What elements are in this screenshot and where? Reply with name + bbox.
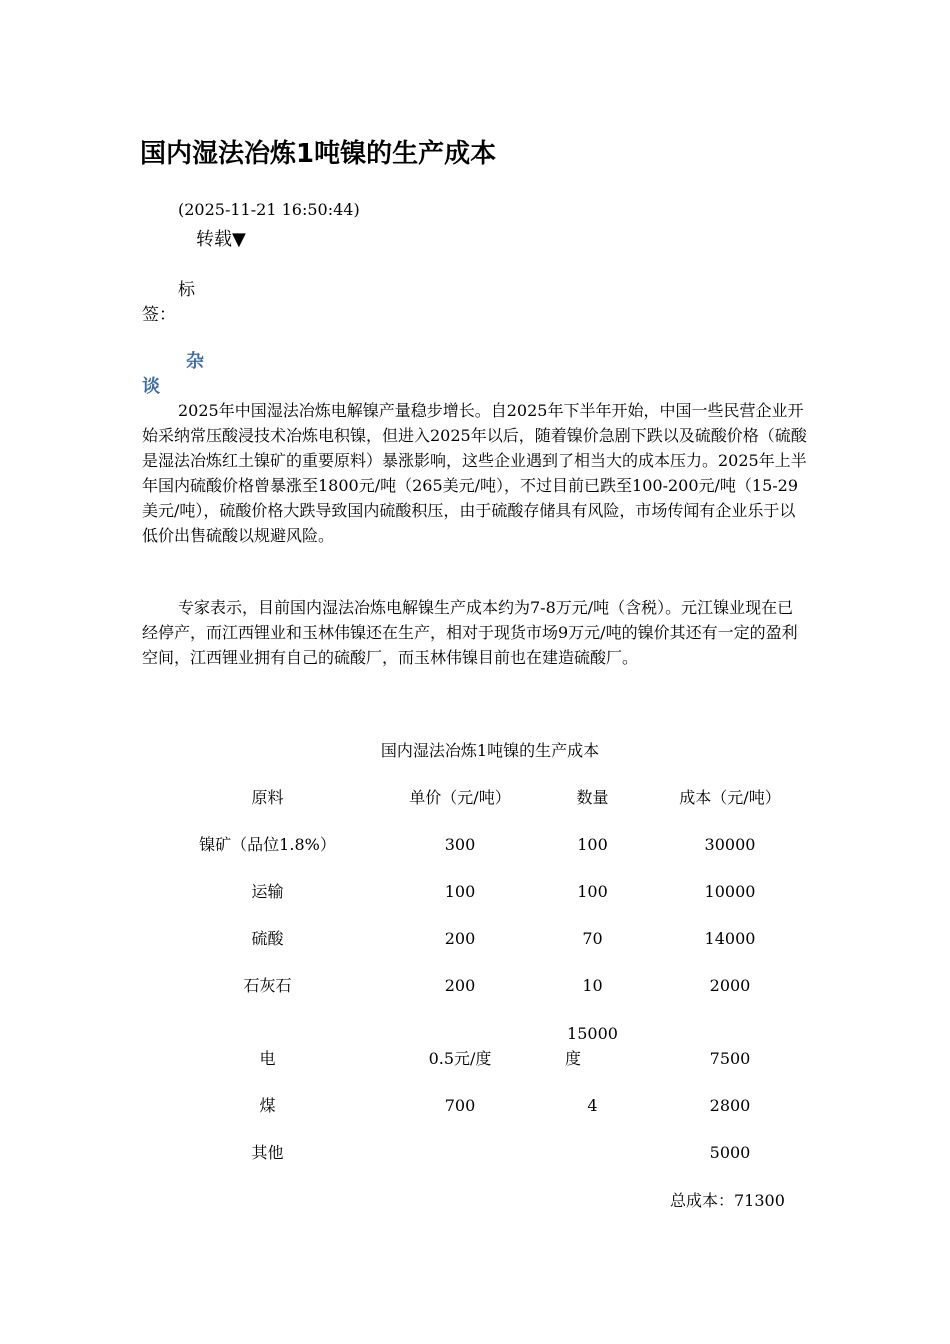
table-cell: 100	[444, 882, 476, 901]
table-caption: 国内湿法冶炼1吨镍的生产成本	[380, 741, 600, 760]
body-paragraph: 专家表示，目前国内湿法冶炼电解镍生产成本约为7-8万元/吨（含税）。元江镍业现在已经停产，而江西锂业和玉林伟镍还在生产，相对于现货市场9万元/吨的镍价其还有一定的盈利空间，江西锂业拥有自己的硫酸厂，而玉林伟镍目前也在建造硫酸厂。	[142, 598, 798, 667]
table-cell: 0.5元/度	[428, 1049, 492, 1068]
table-cell: 10000	[704, 882, 756, 901]
table-cell: 700	[444, 1096, 476, 1115]
table-cell: 200	[444, 976, 476, 995]
table-cell: 30000	[704, 835, 756, 854]
table-header-unit-price: 单价（元/吨）	[409, 788, 511, 807]
repost-dropdown[interactable]: 转载▼	[196, 229, 246, 250]
table-cell: 2000	[709, 976, 751, 995]
table-cell-unit: 度	[564, 1049, 581, 1068]
table-cell: 5000	[709, 1143, 751, 1162]
table-cell: 300	[444, 835, 476, 854]
table-cell: 2800	[709, 1096, 751, 1115]
table-cell: 镍矿（品位1.8%）	[199, 835, 336, 854]
table-cell: 4	[587, 1096, 598, 1115]
table-header-quantity: 数量	[576, 788, 609, 807]
table-cell: 硫酸	[251, 929, 284, 948]
tags-label-continued: 签：	[142, 305, 176, 325]
table-cell: 电	[259, 1049, 276, 1068]
table-cell: 10	[582, 976, 603, 995]
table-cell: 煤	[259, 1096, 276, 1115]
table-cell: 100	[577, 882, 608, 901]
table-header-cost: 成本（元/吨）	[679, 788, 781, 807]
table-cell: 石灰石	[243, 976, 292, 995]
table-cell: 运输	[251, 882, 284, 901]
tag-link[interactable]: 杂	[186, 351, 204, 372]
body-paragraph: 2025年中国湿法冶炼电解镍产量稳步增长。自2025年下半年开始，中国一些民营企业开始采纳常压酸浸技术冶炼电积镍，但进入2025年以后，随着镍价急剧下跌以及硫酸价格（硫酸是湿法冶炼红土镍矿的重要原料）暴涨影响，这些企业遇到了相当大的成本压力。2025年上半年国内硫酸价格曾暴涨至1800元/吨（265美元/吨），不过目前已跌至100-200元/吨（15-29美元/吨），硫酸价格大跌导致国内硫酸积压，由于硫酸存储具有风险，市场传闻有企业乐于以低价出售硫酸以规避风险。	[142, 401, 807, 545]
tags-label: 标	[178, 280, 195, 300]
table-cell: 200	[444, 929, 476, 948]
table-cell: 70	[582, 929, 603, 948]
table-cell: 15000	[567, 1024, 618, 1043]
publish-datetime: (2025-11-21 16:50:44)	[178, 200, 360, 219]
table-cell: 7500	[709, 1049, 751, 1068]
table-cell: 100	[577, 835, 608, 854]
article-title: 国内湿法冶炼1吨镍的生产成本	[140, 139, 497, 169]
table-cell: 14000	[704, 929, 756, 948]
total-cost: 总成本：71300	[670, 1191, 785, 1210]
table-header-material: 原料	[251, 788, 284, 807]
table-cell: 其他	[251, 1143, 284, 1162]
tag-link-continued[interactable]: 谈	[142, 376, 160, 397]
